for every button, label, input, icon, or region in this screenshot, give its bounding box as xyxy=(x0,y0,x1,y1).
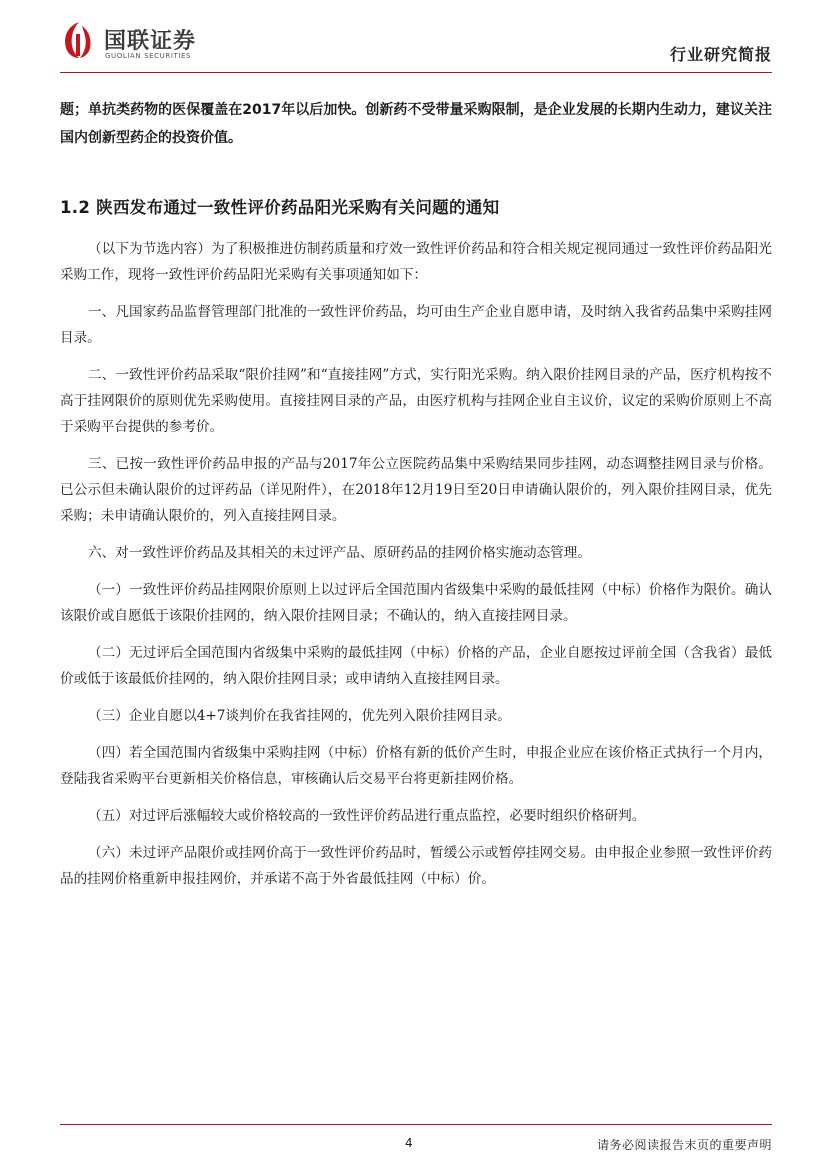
paragraph-sub-4: （四）若全国范围内省级集中采购挂网（中标）价格有新的低价产生时，申报企业应在该价格正式执行一个月内，登陆我省采购平台更新相关价格信息，审核确认后交易平台将更新挂网价格。 xyxy=(60,745,772,787)
paragraph-sub-3: （三）企业自愿以4+7谈判价在我省挂网的，优先列入限价挂网目录。 xyxy=(88,708,511,724)
section-title: 1.2 陕西发布通过一致性评价药品阳光采购有关问题的通知 xyxy=(60,198,500,217)
guolian-logo-icon xyxy=(60,20,98,60)
logo-chinese-name: 国联证券 xyxy=(104,29,197,54)
footer-disclaimer: 请务必阅读报告末页的重要声明 xyxy=(596,1138,772,1152)
company-logo xyxy=(60,18,230,66)
paragraph-item-3: 三、已按一致性评价药品申报的产品与2017年公立医院药品集中采购结果同步挂网，动态调整挂网目录与价格。已公示但未确认限价的过评药品（详见附件），在2018年12月19日至20日申请确认限价的，列入限价挂网目录，优先采购；未申请确认限价的，列入直接挂网目录。 xyxy=(60,456,772,524)
paragraph-sub-1: （一）一致性评价药品挂网限价原则上以过评后全国范围内省级集中采购的最低挂网（中标）价格作为限价。确认该限价或自愿低于该限价挂网的，纳入限价挂网目录；不确认的，纳入直接挂网目录。 xyxy=(60,582,772,624)
report-type-label: 行业研究简报 xyxy=(669,45,772,64)
paragraph-item-2: 二、一致性评价药品采取“限价挂网”和“直接挂网”方式，实行阳光采购。纳入限价挂网目录的产品，医疗机构按不高于挂网限价的原则优先采购使用。直接挂网目录的产品，由医疗机构与挂网企业自主议价，议定的采购价原则上不高于采购平台提供的参考价。 xyxy=(60,367,772,435)
page-content xyxy=(60,96,772,903)
paragraph-item-6: 六、对一致性评价药品及其相关的未过评产品、原研药品的挂网价格实施动态管理。 xyxy=(88,545,591,561)
paragraph-sub-6: （六）未过评产品限价或挂网价高于一致性评价药品时，暂缓公示或暂停挂网交易。由申报企业参照一致性评价药品的挂网价格重新申报挂网价，并承诺不高于外省最低挂网（中标）价。 xyxy=(60,845,772,887)
lead-paragraph: 题；单抗类药物的医保覆盖在2017年以后加快。创新药不受带量采购限制，是企业发展的长期内生动力，建议关注国内创新型药企的投资价值。 xyxy=(60,102,772,146)
header-divider xyxy=(60,72,772,73)
footer-divider xyxy=(60,1124,772,1125)
page-number: 4 xyxy=(405,1136,413,1150)
paragraph-sub-2: （二）无过评后全国范围内省级集中采购的最低挂网（中标）价格的产品，企业自愿按过评前全国（含我省）最低价或低于该最低价挂网的，纳入限价挂网目录；或申请纳入直接挂网目录。 xyxy=(60,645,772,687)
paragraph-item-1: 一、凡国家药品监督管理部门批准的一致性评价药品，均可由生产企业自愿申请，及时纳入我省药品集中采购挂网目录。 xyxy=(60,304,772,346)
logo-english-name: GUOLIAN SECURITIES xyxy=(105,52,192,60)
paragraph-sub-5: （五）对过评后涨幅较大或价格较高的一致性评价药品进行重点监控，必要时组织价格研判。 xyxy=(88,808,646,824)
paragraph-intro: （以下为节选内容）为了积极推进仿制药质量和疗效一致性评价药品和符合相关规定视同通过一致性评价药品阳光采购工作，现将一致性评价药品阳光采购有关事项通知如下： xyxy=(60,241,772,283)
page-header xyxy=(60,18,772,68)
